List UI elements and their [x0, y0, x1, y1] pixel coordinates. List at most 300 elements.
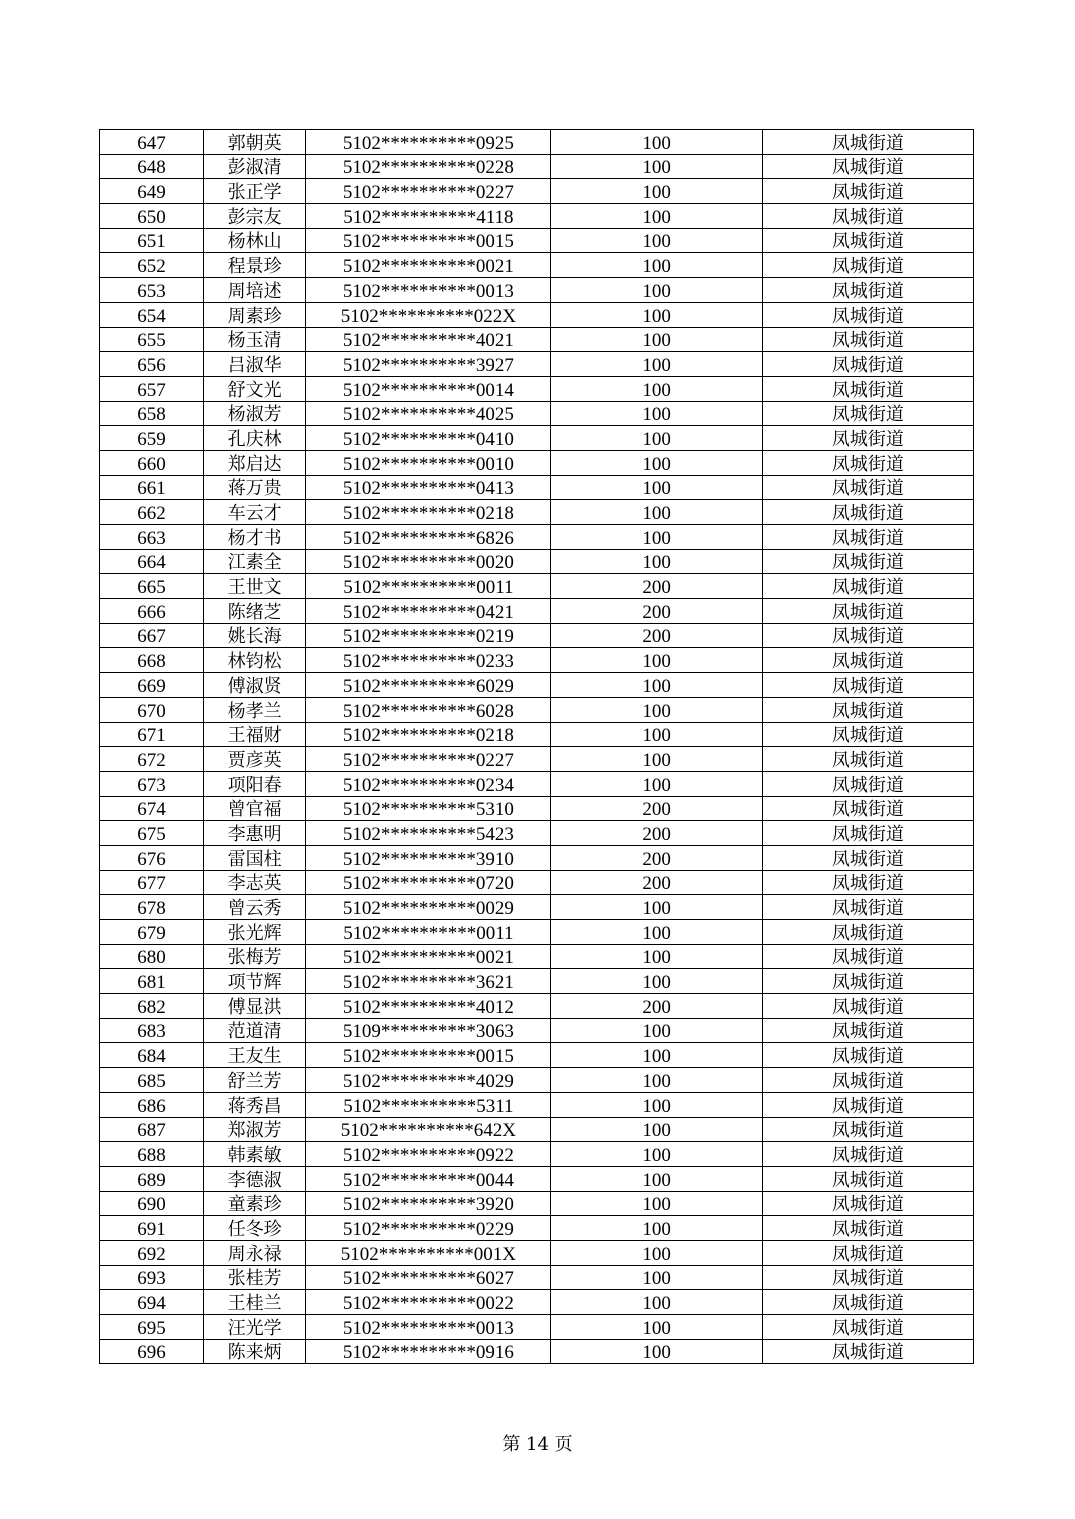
id-number-cell: 5102**********5311	[306, 1092, 551, 1117]
area-cell: 凤城街道	[762, 327, 973, 352]
name-cell: 范道清	[204, 1018, 306, 1043]
name-cell: 项节辉	[204, 969, 306, 994]
name-cell: 周素珍	[204, 302, 306, 327]
row-number-cell: 691	[100, 1216, 204, 1241]
row-number-cell: 679	[100, 920, 204, 945]
table-row	[100, 253, 974, 278]
table-row	[100, 722, 974, 747]
id-number-cell: 5102**********0922	[306, 1142, 551, 1167]
name-cell: 车云才	[204, 500, 306, 525]
amount-cell: 100	[551, 1092, 762, 1117]
row-number-cell: 684	[100, 1043, 204, 1068]
row-number-cell: 671	[100, 722, 204, 747]
id-number-cell: 5102**********0227	[306, 179, 551, 204]
name-cell: 张光辉	[204, 920, 306, 945]
row-number-cell: 673	[100, 771, 204, 796]
table-row	[100, 599, 974, 624]
table-row	[100, 302, 974, 327]
amount-cell: 100	[551, 1339, 762, 1364]
table-row	[100, 278, 974, 303]
name-cell: 郑启达	[204, 450, 306, 475]
id-number-cell: 5102**********642X	[306, 1117, 551, 1142]
id-number-cell: 5102**********0234	[306, 771, 551, 796]
name-cell: 程景珍	[204, 253, 306, 278]
area-cell: 凤城街道	[762, 747, 973, 772]
row-number-cell: 689	[100, 1166, 204, 1191]
row-number-cell: 682	[100, 994, 204, 1019]
id-number-cell: 5102**********0010	[306, 450, 551, 475]
name-cell: 姚长海	[204, 623, 306, 648]
table-row	[100, 1315, 974, 1340]
area-cell: 凤城街道	[762, 1265, 973, 1290]
id-number-cell: 5102**********022X	[306, 302, 551, 327]
table-row	[100, 179, 974, 204]
id-number-cell: 5102**********001X	[306, 1240, 551, 1265]
name-cell: 傅淑贤	[204, 673, 306, 698]
id-number-cell: 5102**********6029	[306, 673, 551, 698]
table-row	[100, 994, 974, 1019]
amount-cell: 100	[551, 179, 762, 204]
id-number-cell: 5102**********6028	[306, 697, 551, 722]
area-cell: 凤城街道	[762, 771, 973, 796]
id-number-cell: 5102**********0218	[306, 500, 551, 525]
row-number-cell: 681	[100, 969, 204, 994]
area-cell: 凤城街道	[762, 673, 973, 698]
row-number-cell: 664	[100, 549, 204, 574]
amount-cell: 200	[551, 574, 762, 599]
row-number-cell: 692	[100, 1240, 204, 1265]
area-cell: 凤城街道	[762, 1339, 973, 1364]
id-number-cell: 5102**********6826	[306, 525, 551, 550]
row-number-cell: 676	[100, 845, 204, 870]
row-number-cell: 665	[100, 574, 204, 599]
name-cell: 雷国柱	[204, 845, 306, 870]
area-cell: 凤城街道	[762, 1142, 973, 1167]
id-number-cell: 5102**********0011	[306, 920, 551, 945]
amount-cell: 100	[551, 376, 762, 401]
area-cell: 凤城街道	[762, 525, 973, 550]
name-cell: 周永禄	[204, 1240, 306, 1265]
id-number-cell: 5102**********6027	[306, 1265, 551, 1290]
area-cell: 凤城街道	[762, 920, 973, 945]
amount-cell: 100	[551, 1290, 762, 1315]
id-number-cell: 5102**********0413	[306, 475, 551, 500]
amount-cell: 100	[551, 549, 762, 574]
amount-cell: 100	[551, 500, 762, 525]
area-cell: 凤城街道	[762, 895, 973, 920]
id-number-cell: 5102**********0227	[306, 747, 551, 772]
id-number-cell: 5102**********0011	[306, 574, 551, 599]
table-row	[100, 1092, 974, 1117]
id-number-cell: 5102**********3920	[306, 1191, 551, 1216]
row-number-cell: 686	[100, 1092, 204, 1117]
table-row	[100, 1339, 974, 1364]
id-number-cell: 5102**********0029	[306, 895, 551, 920]
name-cell: 郑淑芳	[204, 1117, 306, 1142]
row-number-cell: 652	[100, 253, 204, 278]
id-number-cell: 5102**********0021	[306, 253, 551, 278]
id-number-cell: 5102**********0013	[306, 278, 551, 303]
name-cell: 王友生	[204, 1043, 306, 1068]
row-number-cell: 678	[100, 895, 204, 920]
table-row	[100, 500, 974, 525]
table-row	[100, 376, 974, 401]
area-cell: 凤城街道	[762, 253, 973, 278]
amount-cell: 100	[551, 253, 762, 278]
row-number-cell: 696	[100, 1339, 204, 1364]
table-row	[100, 426, 974, 451]
id-number-cell: 5102**********0015	[306, 1043, 551, 1068]
id-number-cell: 5102**********0015	[306, 228, 551, 253]
row-number-cell: 662	[100, 500, 204, 525]
row-number-cell: 649	[100, 179, 204, 204]
row-number-cell: 693	[100, 1265, 204, 1290]
area-cell: 凤城街道	[762, 204, 973, 229]
area-cell: 凤城街道	[762, 1240, 973, 1265]
name-cell: 王福财	[204, 722, 306, 747]
id-number-cell: 5102**********4012	[306, 994, 551, 1019]
area-cell: 凤城街道	[762, 1191, 973, 1216]
id-number-cell: 5102**********3621	[306, 969, 551, 994]
row-number-cell: 660	[100, 450, 204, 475]
row-number-cell: 670	[100, 697, 204, 722]
id-number-cell: 5102**********0014	[306, 376, 551, 401]
amount-cell: 100	[551, 895, 762, 920]
area-cell: 凤城街道	[762, 1018, 973, 1043]
amount-cell: 100	[551, 648, 762, 673]
row-number-cell: 677	[100, 870, 204, 895]
area-cell: 凤城街道	[762, 1117, 973, 1142]
table-row	[100, 673, 974, 698]
area-cell: 凤城街道	[762, 154, 973, 179]
table-row	[100, 574, 974, 599]
table-row	[100, 1142, 974, 1167]
row-number-cell: 687	[100, 1117, 204, 1142]
table-row	[100, 525, 974, 550]
amount-cell: 100	[551, 1216, 762, 1241]
area-cell: 凤城街道	[762, 870, 973, 895]
amount-cell: 100	[551, 1240, 762, 1265]
area-cell: 凤城街道	[762, 450, 973, 475]
amount-cell: 100	[551, 525, 762, 550]
name-cell: 张梅芳	[204, 944, 306, 969]
area-cell: 凤城街道	[762, 1043, 973, 1068]
table-row	[100, 969, 974, 994]
name-cell: 王桂兰	[204, 1290, 306, 1315]
area-cell: 凤城街道	[762, 574, 973, 599]
table-row	[100, 352, 974, 377]
name-cell: 傅显洪	[204, 994, 306, 1019]
area-cell: 凤城街道	[762, 278, 973, 303]
table-row	[100, 327, 974, 352]
name-cell: 蒋秀昌	[204, 1092, 306, 1117]
table-row	[100, 796, 974, 821]
table-row	[100, 623, 974, 648]
table-row	[100, 401, 974, 426]
table-row	[100, 1043, 974, 1068]
name-cell: 杨孝兰	[204, 697, 306, 722]
table-row	[100, 1068, 974, 1093]
area-cell: 凤城街道	[762, 1092, 973, 1117]
table-row	[100, 228, 974, 253]
name-cell: 王世文	[204, 574, 306, 599]
area-cell: 凤城街道	[762, 845, 973, 870]
name-cell: 舒兰芳	[204, 1068, 306, 1093]
id-number-cell: 5102**********4029	[306, 1068, 551, 1093]
table-row	[100, 1191, 974, 1216]
area-cell: 凤城街道	[762, 697, 973, 722]
row-number-cell: 669	[100, 673, 204, 698]
table-row	[100, 697, 974, 722]
name-cell: 杨林山	[204, 228, 306, 253]
id-number-cell: 5102**********0229	[306, 1216, 551, 1241]
amount-cell: 200	[551, 870, 762, 895]
id-number-cell: 5102**********5423	[306, 821, 551, 846]
row-number-cell: 680	[100, 944, 204, 969]
amount-cell: 100	[551, 475, 762, 500]
amount-cell: 100	[551, 302, 762, 327]
amount-cell: 100	[551, 401, 762, 426]
id-number-cell: 5102**********5310	[306, 796, 551, 821]
area-cell: 凤城街道	[762, 500, 973, 525]
name-cell: 吕淑华	[204, 352, 306, 377]
id-number-cell: 5102**********0233	[306, 648, 551, 673]
amount-cell: 100	[551, 771, 762, 796]
row-number-cell: 661	[100, 475, 204, 500]
name-cell: 张桂芳	[204, 1265, 306, 1290]
amount-cell: 100	[551, 747, 762, 772]
id-number-cell: 5102**********3910	[306, 845, 551, 870]
table-row	[100, 1166, 974, 1191]
amount-cell: 100	[551, 1117, 762, 1142]
amount-cell: 100	[551, 228, 762, 253]
id-number-cell: 5102**********0916	[306, 1339, 551, 1364]
amount-cell: 100	[551, 1142, 762, 1167]
name-cell: 彭淑清	[204, 154, 306, 179]
name-cell: 贾彦英	[204, 747, 306, 772]
amount-cell: 100	[551, 278, 762, 303]
name-cell: 张正学	[204, 179, 306, 204]
amount-cell: 100	[551, 944, 762, 969]
amount-cell: 100	[551, 673, 762, 698]
amount-cell: 100	[551, 1191, 762, 1216]
name-cell: 汪光学	[204, 1315, 306, 1340]
name-cell: 孔庆林	[204, 426, 306, 451]
row-number-cell: 655	[100, 327, 204, 352]
table-row	[100, 130, 974, 155]
area-cell: 凤城街道	[762, 648, 973, 673]
table-row	[100, 944, 974, 969]
table-row	[100, 771, 974, 796]
amount-cell: 200	[551, 796, 762, 821]
table-row	[100, 475, 974, 500]
amount-cell: 100	[551, 1018, 762, 1043]
row-number-cell: 683	[100, 1018, 204, 1043]
area-cell: 凤城街道	[762, 130, 973, 155]
area-cell: 凤城街道	[762, 401, 973, 426]
table-row	[100, 154, 974, 179]
amount-cell: 100	[551, 352, 762, 377]
area-cell: 凤城街道	[762, 969, 973, 994]
row-number-cell: 656	[100, 352, 204, 377]
amount-cell: 200	[551, 623, 762, 648]
row-number-cell: 667	[100, 623, 204, 648]
id-number-cell: 5102**********0421	[306, 599, 551, 624]
row-number-cell: 658	[100, 401, 204, 426]
id-number-cell: 5102**********0720	[306, 870, 551, 895]
table-row	[100, 747, 974, 772]
name-cell: 杨淑芳	[204, 401, 306, 426]
amount-cell: 100	[551, 154, 762, 179]
amount-cell: 200	[551, 599, 762, 624]
area-cell: 凤城街道	[762, 179, 973, 204]
name-cell: 郭朝英	[204, 130, 306, 155]
table-row	[100, 450, 974, 475]
amount-cell: 100	[551, 1166, 762, 1191]
table-row	[100, 549, 974, 574]
row-number-cell: 657	[100, 376, 204, 401]
table-row	[100, 1216, 974, 1241]
area-cell: 凤城街道	[762, 475, 973, 500]
name-cell: 曾官福	[204, 796, 306, 821]
row-number-cell: 651	[100, 228, 204, 253]
area-cell: 凤城街道	[762, 1068, 973, 1093]
row-number-cell: 666	[100, 599, 204, 624]
id-number-cell: 5102**********0410	[306, 426, 551, 451]
table-row	[100, 1018, 974, 1043]
name-cell: 曾云秀	[204, 895, 306, 920]
amount-cell: 100	[551, 920, 762, 945]
row-number-cell: 663	[100, 525, 204, 550]
id-number-cell: 5102**********0925	[306, 130, 551, 155]
name-cell: 李惠明	[204, 821, 306, 846]
table-row	[100, 821, 974, 846]
name-cell: 杨玉清	[204, 327, 306, 352]
area-cell: 凤城街道	[762, 302, 973, 327]
amount-cell: 100	[551, 450, 762, 475]
name-cell: 李志英	[204, 870, 306, 895]
area-cell: 凤城街道	[762, 1216, 973, 1241]
row-number-cell: 650	[100, 204, 204, 229]
area-cell: 凤城街道	[762, 1290, 973, 1315]
name-cell: 任冬珍	[204, 1216, 306, 1241]
row-number-cell: 647	[100, 130, 204, 155]
amount-cell: 200	[551, 994, 762, 1019]
row-number-cell: 672	[100, 747, 204, 772]
name-cell: 蒋万贵	[204, 475, 306, 500]
amount-cell: 100	[551, 1068, 762, 1093]
table-row	[100, 1240, 974, 1265]
table-row	[100, 204, 974, 229]
roster-table-body	[100, 130, 974, 1364]
id-number-cell: 5102**********0013	[306, 1315, 551, 1340]
name-cell: 彭宗友	[204, 204, 306, 229]
table-row	[100, 920, 974, 945]
amount-cell: 100	[551, 1043, 762, 1068]
id-number-cell: 5102**********0021	[306, 944, 551, 969]
id-number-cell: 5102**********3927	[306, 352, 551, 377]
table-row	[100, 648, 974, 673]
row-number-cell: 654	[100, 302, 204, 327]
amount-cell: 100	[551, 969, 762, 994]
area-cell: 凤城街道	[762, 1315, 973, 1340]
amount-cell: 200	[551, 821, 762, 846]
row-number-cell: 694	[100, 1290, 204, 1315]
row-number-cell: 653	[100, 278, 204, 303]
table-row	[100, 1265, 974, 1290]
id-number-cell: 5102**********0020	[306, 549, 551, 574]
area-cell: 凤城街道	[762, 599, 973, 624]
amount-cell: 100	[551, 1315, 762, 1340]
area-cell: 凤城街道	[762, 426, 973, 451]
area-cell: 凤城街道	[762, 722, 973, 747]
area-cell: 凤城街道	[762, 821, 973, 846]
amount-cell: 100	[551, 697, 762, 722]
name-cell: 李德淑	[204, 1166, 306, 1191]
row-number-cell: 659	[100, 426, 204, 451]
id-number-cell: 5102**********4021	[306, 327, 551, 352]
area-cell: 凤城街道	[762, 1166, 973, 1191]
name-cell: 杨才书	[204, 525, 306, 550]
row-number-cell: 674	[100, 796, 204, 821]
table-row	[100, 870, 974, 895]
id-number-cell: 5102**********0218	[306, 722, 551, 747]
id-number-cell: 5109**********3063	[306, 1018, 551, 1043]
row-number-cell: 668	[100, 648, 204, 673]
name-cell: 陈来炳	[204, 1339, 306, 1364]
row-number-cell: 690	[100, 1191, 204, 1216]
area-cell: 凤城街道	[762, 796, 973, 821]
id-number-cell: 5102**********0228	[306, 154, 551, 179]
id-number-cell: 5102**********4025	[306, 401, 551, 426]
amount-cell: 100	[551, 426, 762, 451]
name-cell: 周培述	[204, 278, 306, 303]
name-cell: 舒文光	[204, 376, 306, 401]
page-number: 第 14 页	[502, 1434, 573, 1455]
roster-table	[99, 129, 974, 1364]
row-number-cell: 648	[100, 154, 204, 179]
row-number-cell: 695	[100, 1315, 204, 1340]
area-cell: 凤城街道	[762, 944, 973, 969]
area-cell: 凤城街道	[762, 376, 973, 401]
area-cell: 凤城街道	[762, 994, 973, 1019]
amount-cell: 100	[551, 1265, 762, 1290]
area-cell: 凤城街道	[762, 549, 973, 574]
id-number-cell: 5102**********4118	[306, 204, 551, 229]
row-number-cell: 675	[100, 821, 204, 846]
table-row	[100, 1290, 974, 1315]
area-cell: 凤城街道	[762, 352, 973, 377]
id-number-cell: 5102**********0022	[306, 1290, 551, 1315]
table-row	[100, 1117, 974, 1142]
id-number-cell: 5102**********0044	[306, 1166, 551, 1191]
name-cell: 项阳春	[204, 771, 306, 796]
amount-cell: 200	[551, 845, 762, 870]
name-cell: 韩素敏	[204, 1142, 306, 1167]
name-cell: 江素全	[204, 549, 306, 574]
id-number-cell: 5102**********0219	[306, 623, 551, 648]
row-number-cell: 685	[100, 1068, 204, 1093]
table-row	[100, 845, 974, 870]
amount-cell: 100	[551, 130, 762, 155]
area-cell: 凤城街道	[762, 623, 973, 648]
table-row	[100, 895, 974, 920]
area-cell: 凤城街道	[762, 228, 973, 253]
name-cell: 陈绪芝	[204, 599, 306, 624]
amount-cell: 100	[551, 722, 762, 747]
amount-cell: 100	[551, 327, 762, 352]
name-cell: 童素珍	[204, 1191, 306, 1216]
